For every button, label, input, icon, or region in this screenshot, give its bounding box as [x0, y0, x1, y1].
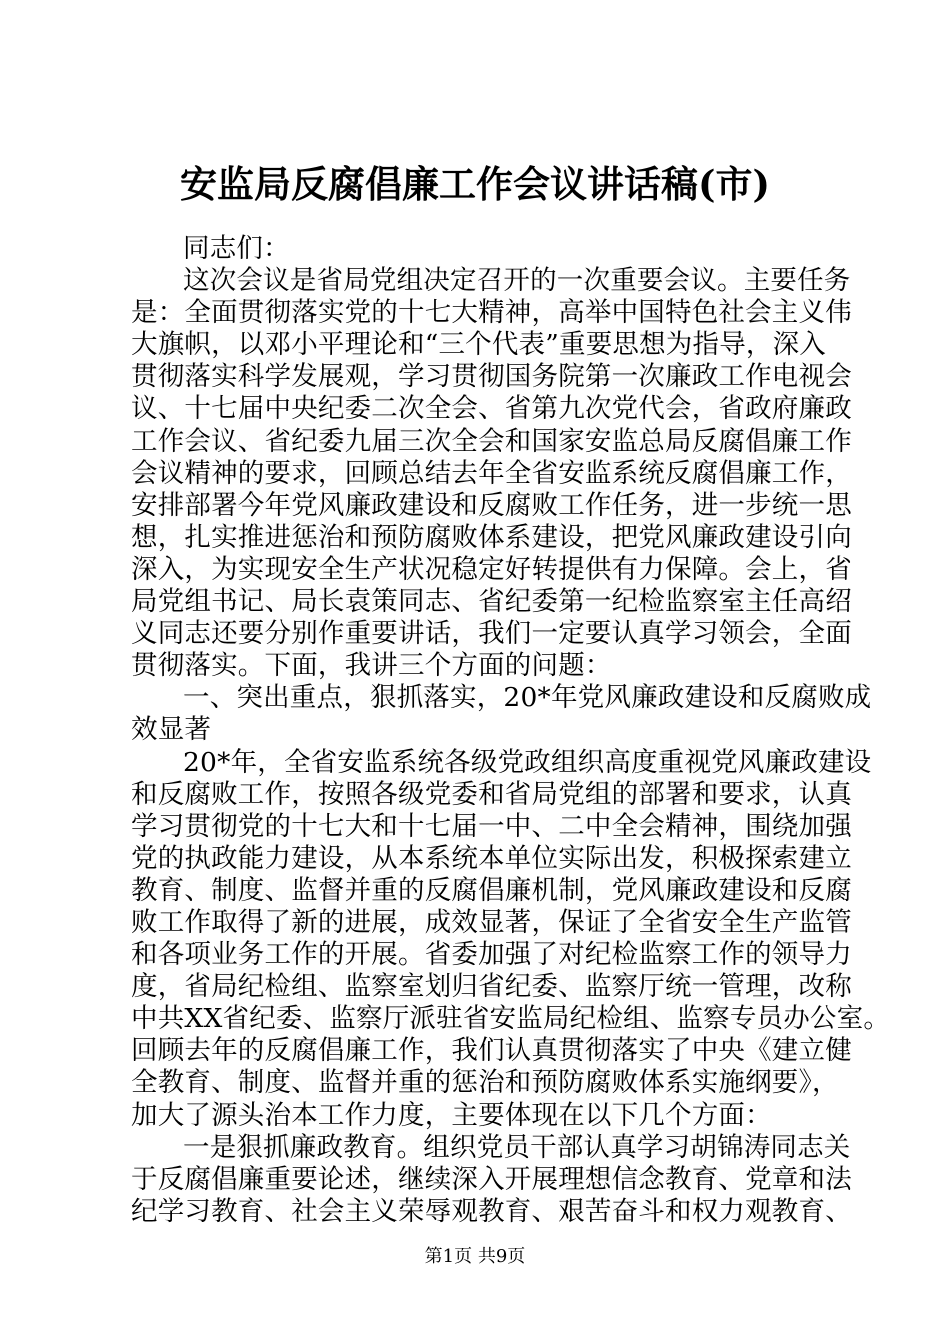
body-line: 于反腐倡廉重要论述，继续深入开展理想信念教育、党章和法 — [131, 1163, 852, 1195]
body-line: 中共XX省纪委、监察厅派驻省安监局纪检组、监察专员办公室。 — [131, 1003, 891, 1035]
body-line: 度，省局纪检组、监察室划归省纪委、监察厅统一管理，改称 — [131, 971, 852, 1003]
body-line: 党的执政能力建设，从本系统本单位实际出发，积极探索建立 — [131, 842, 852, 874]
section-heading-line: 效显著 — [131, 714, 212, 746]
body-line: 加大了源头治本工作力度，主要体现在以下几个方面： — [131, 1099, 772, 1131]
body-line: 贯彻落实科学发展观，学习贯彻国务院第一次廉政工作电视会 — [131, 361, 852, 393]
body-line: 和反腐败工作，按照各级党委和省局党组的部署和要求，认真 — [131, 778, 852, 810]
body-line: 这次会议是省局党组决定召开的一次重要会议。主要任务 — [183, 265, 851, 297]
body-line: 学习贯彻党的十七大和十七届一中、二中全会精神，围绕加强 — [131, 810, 852, 842]
body-line: 和各项业务工作的开展。省委加强了对纪检监察工作的领导力 — [131, 939, 852, 971]
body-line: 深入，为实现安全生产状况稳定好转提供有力保障。会上，省 — [131, 553, 852, 585]
body-line: 纪学习教育、社会主义荣辱观教育、艰苦奋斗和权力观教育、 — [131, 1195, 852, 1227]
document-body — [131, 233, 891, 1228]
body-line: 回顾去年的反腐倡廉工作，我们认真贯彻落实了中央《建立健 — [131, 1035, 852, 1067]
body-line: 败工作取得了新的进展，成效显著，保证了全省安全生产监管 — [131, 906, 852, 938]
body-line: 想，扎实推进惩治和预防腐败体系建设，把党风廉政建设引向 — [131, 521, 852, 553]
body-line: 20*年，全省安监系统各级党政组织高度重视党风廉政建设 — [183, 746, 872, 778]
body-line: 一是狠抓廉政教育。组织党员干部认真学习胡锦涛同志关 — [183, 1131, 851, 1163]
body-line: 是：全面贯彻落实党的十七大精神，高举中国特色社会主义伟 — [131, 297, 852, 329]
body-line: 义同志还要分别作重要讲话，我们一定要认真学习领会，全面 — [131, 618, 852, 650]
body-line: 全教育、制度、监督并重的惩治和预防腐败体系实施纲要》， — [131, 1067, 839, 1099]
body-line: 局党组书记、局长袁策同志、省纪委第一纪检监察室主任高绍 — [131, 586, 852, 618]
document-title: 安监局反腐倡廉工作会议讲话稿(市) — [179, 162, 770, 206]
body-line: 会议精神的要求，回顾总结去年全省安监系统反腐倡廉工作， — [131, 457, 852, 489]
body-line: 议、十七届中央纪委二次全会、省第九次党代会，省政府廉政 — [131, 393, 852, 425]
body-line: 工作会议、省纪委九届三次全会和国家安监总局反腐倡廉工作 — [131, 425, 852, 457]
salutation-line: 同志们： — [183, 233, 290, 264]
body-line: 安排部署今年党风廉政建设和反腐败工作任务，进一步统一思 — [131, 489, 852, 521]
body-line: 大旗帜，以邓小平理论和“三个代表”重要思想为指导，深入 — [131, 329, 826, 361]
body-line: 教育、制度、监督并重的反腐倡廉机制，党风廉政建设和反腐 — [131, 874, 852, 906]
page-number-footer: 第1页 共9页 — [424, 1246, 526, 1267]
body-line: 贯彻落实。下面，我讲三个方面的问题： — [131, 650, 612, 682]
section-heading-line: 一、突出重点，狠抓落实，20*年党风廉政建设和反腐败成 — [183, 682, 872, 714]
